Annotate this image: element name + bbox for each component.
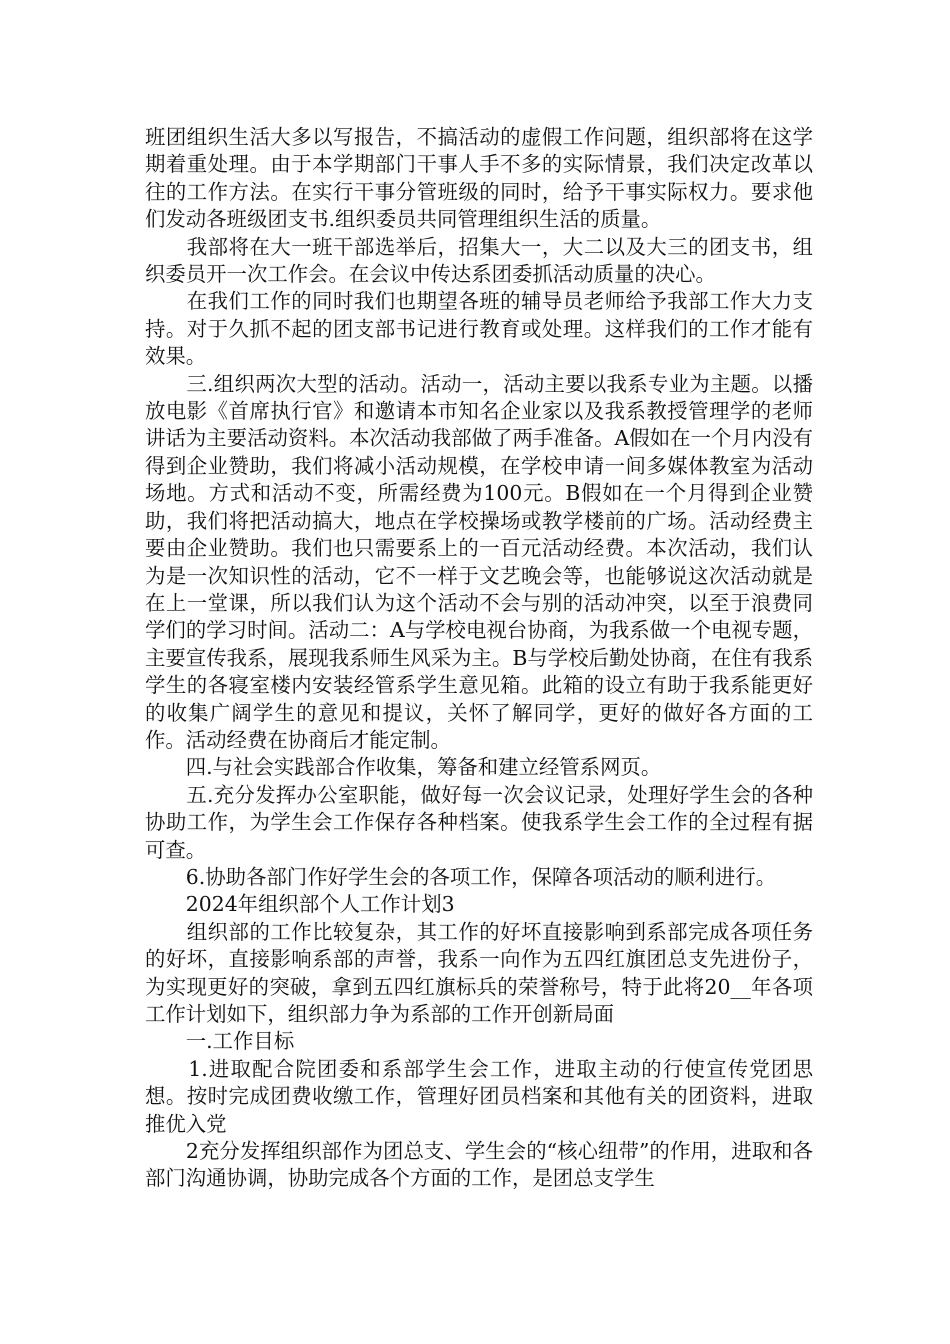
paragraph: 组织部的工作比较复杂，其工作的好坏直接影响到系部完成各项任务的好坏，直接影响系部的声誉，我系一向作为五四红旗团总支先进份子，为实现更好的突破，拿到五四红旗标兵的荣誉称号，特于此将20__年各项工作计划如下，组织部力争为系部的工作开创新局面 — [145, 919, 813, 1026]
paragraph: 我部将在大一班干部选举后，招集大一，大二以及大三的团支书，组织委员开一次工作会。在会议中传达系团委抓活动质量的决心。 — [145, 234, 813, 287]
section-heading: 2024年组织部个人工作计划3 — [145, 892, 455, 917]
paragraph: 四.与社会实践部合作收集，筹备和建立经管系网页。 — [145, 755, 662, 780]
paragraph: 班团组织生活大多以写报告，不搞活动的虚假工作问题，组织部将在这学期着重处理。由于本学期部门干事人手不多的实际情景，我们决定改革以往的工作方法。在实行干事分管班级的同时，给予干事实际权力。要求他们发动各班级团支书.组织委员共同管理组织生活的质量。 — [145, 125, 813, 232]
subsection-heading: 一.工作目标 — [145, 1029, 295, 1054]
paragraph: 五.充分发挥办公室职能，做好每一次会议记录，处理好学生会的各种协助工作，为学生会工作保存各种档案。使我系学生会工作的全过程有据可查。 — [145, 782, 813, 862]
paragraph: 2充分发挥组织部作为团总支、学生会的“核心纽带”的作用，进取和各部门沟通协调，协助完成各个方面的工作，是团总支学生 — [145, 1139, 813, 1191]
paragraph: 在我们工作的同时我们也期望各班的辅导员老师给予我部工作大力支持。对于久抓不起的团支部书记进行教育或处理。这样我们的工作才能有效果。 — [145, 289, 813, 369]
document-body — [145, 124, 813, 1193]
paragraph: 6.协助各部门作好学生会的各项工作，保障各项活动的顺利进行。 — [145, 864, 777, 889]
paragraph: 三.组织两次大型的活动。活动一，活动主要以我系专业为主题。以播放电影《首席执行官》和邀请本市知名企业家以及我系教授管理学的老师讲话为主要活动资料。本次活动我部做了两手准备。A假如在一个月内没有得到企业赞助，我们将减小活动规模，在学校申请一间多媒体教室为活动场地。方式和活动不变，所需经费为100元。B假如在一个月得到企业赞助，我们将把活动搞大，地点在学校操场或教学楼前的广场。活动经费主要由企业赞助。我们也只需要系上的一百元活动经费。本次活动，我们认为是一次知识性的活动，它不一样于文艺晚会等，也能够说这次活动就是在上一堂课，所以我们认为这个活动不会与别的活动冲突，以至于浪费同学们的学习时间。活动二：A与学校电视台协商，为我系做一个电视专题，主要宣传我系，展现我系师生风采为主。B与学校后勤处协商，在住有我系学生的各寝室楼内安装经管系学生意见箱。此箱的设立有助于我系能更好的收集广阔学生的意见和提议，关怀了解同学，更好的做好各方面的工作。活动经费在协商后才能定制。 — [145, 371, 813, 752]
paragraph: 1.进取配合院团委和系部学生会工作，进取主动的行使宣传党团思想。按时完成团费收缴工作，管理好团员档案和其他有关的团资料，进取推优入党 — [145, 1056, 813, 1136]
